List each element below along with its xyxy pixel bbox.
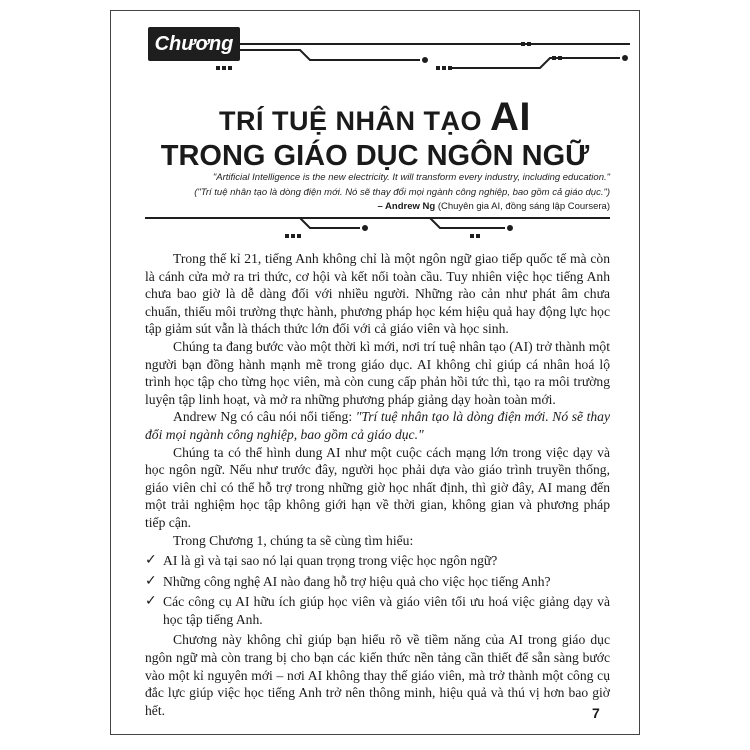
author-name: – Andrew Ng: [377, 201, 436, 212]
chapter-title-line2: TRONG GIÁO DỤC NGÔN NGỮ: [160, 140, 590, 172]
paragraph-intro: Trong thế kỉ 21, tiếng Anh không chỉ là một ngôn ngữ giao tiếp quốc tế mà còn là cánh cửa mở ra tri thức, cơ hội và kết nối toàn cầu. Tuy nhiên việc học tiếng Anh chưa bao giờ là dễ dàng đối với nhiều người. Những rào cản như phát âm chưa chuẩn, thiếu môi trường thực hành, phương pháp học kém hiệu quả hay động lực học tập giảm sút vẫn là thách thức lớn đối với cả giáo viên và học sinh.: [145, 251, 610, 337]
paragraph-ai-era: Chúng ta đang bước vào một thời kì mới, nơi trí tuệ nhân tạo (AI) trở thành một người bạn đồng hành mạnh mẽ trong giáo dục. AI không chỉ giúp cá nhân hoá lộ trình học tập cho từng học viên, mà còn cung cấp phản hồi tức thì, tạo ra môi trường luyện tập linh hoạt, và mở ra những phương pháp giảng dạy hoàn toàn mới.: [145, 338, 610, 407]
checklist-text: Các công cụ AI hữu ích giúp học viên và giáo viên tối ưu hoá việc giảng dạy và học tập tiếng Anh.: [163, 594, 610, 627]
author-note: (Chuyên gia AI, đồng sáng lập Coursera): [435, 201, 610, 212]
quote-text: "Trí tuệ nhân tạo là dòng điện mới. Nó sẽ thay đổi mọi ngành công nghiệp, bao gồm cả giáo dục.": [145, 409, 610, 442]
checkmark-icon: ✓: [145, 572, 157, 589]
checkmark-icon: ✓: [145, 552, 157, 569]
epigraph-english: "Artificial Intelligence is the new electricity. It will transform every industry, including education.": [212, 172, 610, 183]
checklist-item: [145, 552, 610, 570]
page-number: 7: [592, 705, 600, 721]
circuit-decoration-middle: [0, 0, 750, 260]
checklist-item: [145, 573, 610, 591]
paragraph-quote: [145, 408, 610, 443]
paragraph-revolution: Chúng ta có thể hình dung AI như một cuộc cách mạng lớn trong việc dạy và học ngôn ngữ. Nếu như trước đây, người học phải dựa vào giáo trình truyền thống, giáo viên chỉ có thể hỗ trợ trong những giờ học nhất định, thì giờ đây, AI mang đến một trải nghiệm học tập không giới hạn về thời gian, không gian và phương pháp tiếp cận.: [145, 444, 610, 530]
epigraph-vietnamese: ("Trí tuệ nhân tạo là dòng điện mới. Nó sẽ thay đổi mọi ngành công nghiệp, bao gồm cả giáo dục."): [194, 187, 610, 198]
body-text: [145, 250, 610, 719]
checklist-text: Những công nghệ AI nào đang hỗ trợ hiệu quả cho việc học tiếng Anh?: [163, 573, 551, 589]
quote-lead: Andrew Ng có câu nói nổi tiếng:: [173, 409, 356, 425]
paragraph-chapter-intro: Trong Chương 1, chúng ta sẽ cùng tìm hiểu:: [173, 532, 414, 548]
checklist-text: AI là gì và tại sao nó lại quan trọng trong việc học ngôn ngữ?: [163, 553, 498, 569]
chapter-label: Chương 1: [148, 27, 240, 61]
checklist-item: [145, 593, 610, 628]
checkmark-icon: ✓: [145, 593, 157, 610]
title-prefix: TRÍ TUỆ NHÂN TẠO: [219, 106, 490, 136]
title-ai: AI: [490, 95, 531, 139]
paragraph-conclusion: Chương này không chỉ giúp bạn hiểu rõ về tiềm năng của AI trong giáo dục ngôn ngữ mà còn trang bị cho bạn các kiến thức nền tảng cần thiết để sẵn sàng bước vào một kỉ nguyên mới – nơi AI không thay thế giáo viên, mà trở thành một công cụ đắc lực giúp việc học tiếng Anh trở nên thông minh, hiệu quả và thú vị hơn bao giờ hết.: [145, 632, 610, 718]
